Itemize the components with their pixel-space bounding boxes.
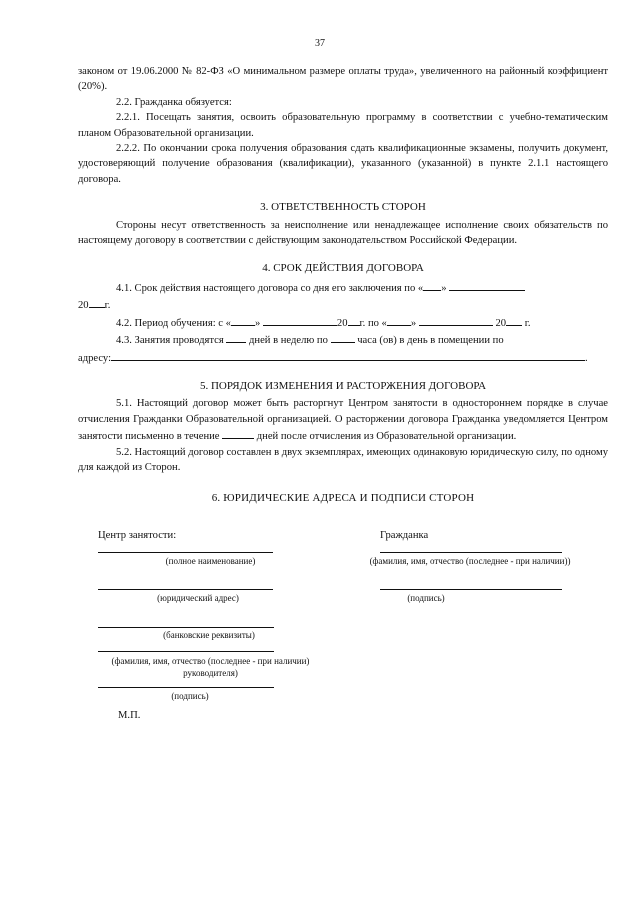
caption-citizen-sign: (подпись) [407, 593, 445, 603]
citizen-heading: Гражданка [380, 530, 429, 541]
blank-start-year [348, 314, 360, 326]
text: 20 [495, 317, 507, 329]
blank-day [423, 279, 441, 291]
text: » [441, 282, 447, 294]
employment-center-heading: Центр занятости: [98, 530, 177, 541]
text: часа (ов) в день в помещении по [357, 335, 504, 347]
section-4-3 [78, 331, 608, 366]
text: дней в неделю по [249, 335, 328, 347]
text: 4.1. Срок действия настоящего договора со дня его заключения по « [116, 282, 424, 294]
caption-bank: (банковские реквизиты) [163, 630, 255, 640]
text: 20 [336, 317, 348, 329]
text: 5.1. Настоящий договор может быть расторгнут Центром занятости в одностороннем порядке в случае отчисления Гражданки Образовательной организацией. О расторжении договора Гражданка уведомляется Центром занятости письменно в течение [78, 398, 608, 443]
section-4-2 [78, 314, 608, 331]
text: » [410, 317, 417, 329]
text: дней после отчисления из Образовательной организации. [256, 431, 517, 443]
line-full-name [98, 552, 273, 553]
blank-end-day [387, 314, 411, 326]
section-4-1 [78, 279, 608, 314]
section-5-2: 5.2. Настоящий договор составлен в двух экземплярах, имеющих одинаковую юридическую силу, по одному для каждой из Сторон. [78, 446, 608, 473]
text: г. [524, 317, 531, 329]
text: 4.2. Период обучения: с « [116, 317, 231, 329]
caption-full-name: (полное наименование) [165, 556, 256, 566]
intro-paragraph-1: законом от 19.06.2000 № 82-ФЗ «О минимальном размере оплаты труда», увеличенного на районный коэффициент (20%). [78, 66, 608, 93]
section-5-1 [78, 396, 608, 444]
section-3-paragraph: Стороны несут ответственность за неисполнение или ненадлежащее исполнение своих обязательств по настоящему договору в соответствии с действующим законодательством Российской Федерации. [78, 219, 608, 247]
intro-paragraph-4: 2.2.2. По окончании срока получения образования сдать квалификационные экзамены, получить документ, удостоверяющий получение образования (квалификации), указанного (указанной) в пункте 2.1.1 настоящего договора. [78, 143, 608, 185]
section-3-title: 3. ОТВЕТСТВЕННОСТЬ СТОРОН [260, 201, 426, 214]
section-4-title: 4. СРОК ДЕЙСТВИЯ ДОГОВОРА [262, 262, 424, 275]
line-bank [98, 627, 274, 628]
line-head-sign [98, 687, 274, 688]
section-6-title: 6. ЮРИДИЧЕСКИЕ АДРЕСА И ПОДПИСИ СТОРОН [211, 492, 475, 505]
page-number: 37 [315, 38, 325, 49]
caption-citizen-name: (фамилия, имя, отчество (последнее - при наличии)) [369, 556, 571, 566]
text: . [585, 352, 588, 364]
seal-mark: М.П. [118, 710, 141, 721]
text: г. [104, 300, 111, 312]
text: 4.3. Занятия проводятся [116, 335, 224, 347]
blank-year [89, 296, 105, 308]
caption-head-name: (фамилия, имя, отчество (последнее - при наличии) руководителя) [111, 656, 310, 678]
blank-days [226, 331, 246, 343]
line-citizen-sign [380, 589, 562, 590]
blank-notice-days [222, 427, 254, 439]
blank-start-day [231, 314, 255, 326]
text: » [254, 317, 261, 329]
text: 20 [78, 300, 89, 312]
line-legal-address [98, 589, 273, 590]
intro-paragraph-2: 2.2. Гражданка обязуется: [116, 96, 232, 108]
blank-address [111, 349, 585, 361]
blank-month [449, 279, 525, 291]
caption-head-sign: (подпись) [171, 691, 209, 701]
blank-hours [331, 331, 355, 343]
caption-legal-address: (юридический адрес) [157, 593, 239, 603]
line-citizen-name [380, 552, 562, 553]
blank-end-year [506, 314, 522, 326]
text: г. по « [359, 317, 387, 329]
blank-start-month [263, 314, 337, 326]
document-body [78, 64, 608, 509]
intro-paragraph-3: 2.2.1. Посещать занятия, освоить образовательную программу в соответствии с учебно-тематическим планом Образовательной организации. [78, 112, 608, 139]
line-head-name [98, 651, 274, 652]
text: адресу: [78, 352, 112, 364]
blank-end-month [419, 314, 493, 326]
signatures-block [0, 525, 640, 735]
section-5-title: 5. ПОРЯДОК ИЗМЕНЕНИЯ И РАСТОРЖЕНИЯ ДОГОВОРА [199, 379, 487, 392]
